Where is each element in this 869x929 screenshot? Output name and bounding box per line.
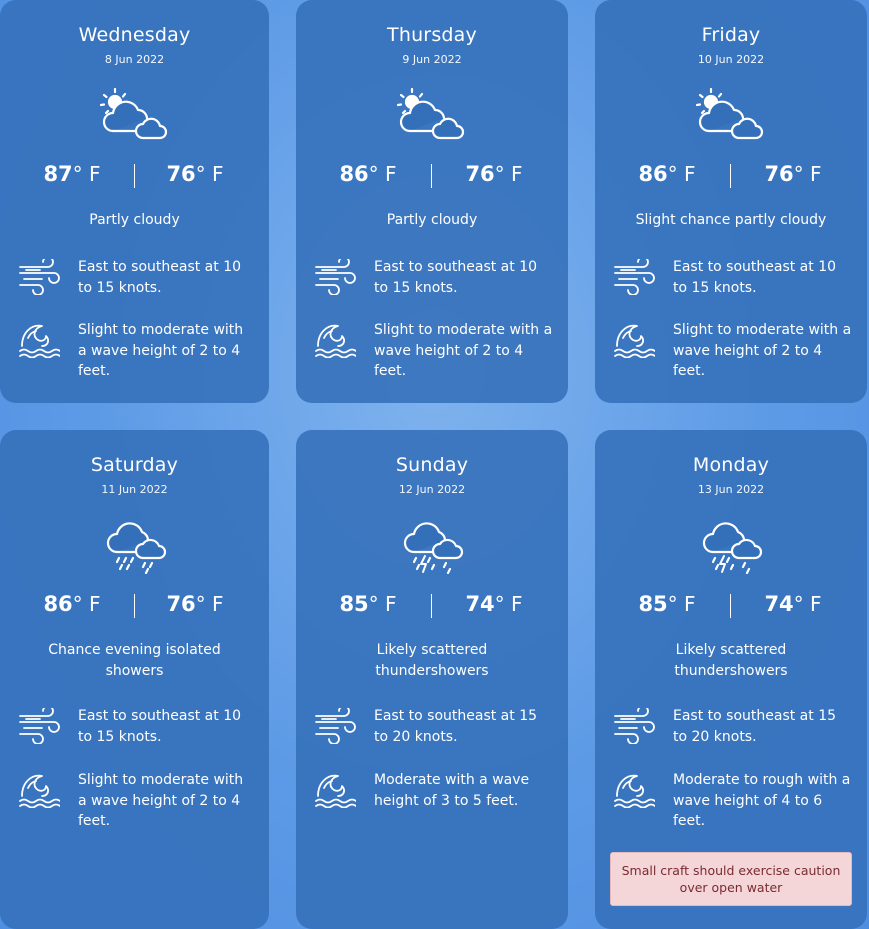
day-date: 11 Jun 2022 (101, 483, 168, 496)
temperature-row (0, 162, 269, 192)
day-date: 12 Jun 2022 (398, 483, 466, 496)
wave-icon (18, 322, 60, 358)
wind-text: East to southeast at 10 to 15 knots. (374, 259, 538, 296)
condition-text: Likely scattered thundershowers (375, 642, 489, 679)
wind-icon (613, 259, 655, 295)
day-name: Monday (692, 454, 770, 476)
wind-info (314, 257, 554, 319)
high-temperature: 86° F (339, 162, 397, 186)
wind-info (613, 257, 853, 319)
seas-info (613, 770, 853, 832)
wind-icon (18, 708, 60, 744)
seas-info (18, 320, 255, 382)
seas-info (314, 770, 554, 832)
day-name: Friday (701, 24, 761, 46)
wind-text: East to southeast at 15 to 20 knots. (673, 708, 837, 745)
temperature-row (296, 162, 568, 192)
wind-icon (18, 259, 60, 295)
small-craft-advisory: Small craft should exercise caution over open water (610, 852, 852, 906)
day-date: 13 Jun 2022 (697, 483, 765, 496)
wind-icon (613, 708, 655, 744)
seas-text: Moderate with a wave height of 3 to 5 feet. (374, 772, 530, 809)
partly-cloudy-icon (695, 86, 767, 144)
low-temperature: 76° F (465, 162, 523, 186)
seas-info (18, 770, 255, 832)
partly-cloudy-icon (396, 86, 468, 144)
condition-text: Slight chance partly cloudy (635, 212, 827, 228)
wave-icon (314, 772, 356, 808)
condition-text: Chance evening isolated showers (48, 642, 221, 679)
wind-text: East to southeast at 10 to 15 knots. (673, 259, 837, 296)
partly-cloudy-icon (99, 86, 171, 144)
forecast-card-monday (595, 430, 867, 929)
wind-info (613, 706, 853, 768)
low-temperature: 76° F (166, 162, 224, 186)
high-temperature: 86° F (638, 162, 696, 186)
forecast-card-sunday (296, 430, 568, 929)
high-temperature: 85° F (638, 592, 696, 616)
wind-text: East to southeast at 10 to 15 knots. (78, 708, 242, 745)
wind-text: East to southeast at 10 to 15 knots. (78, 259, 242, 296)
low-temperature: 76° F (166, 592, 224, 616)
day-name: Thursday (387, 24, 477, 46)
day-date: 10 Jun 2022 (697, 53, 765, 66)
wind-info (18, 257, 255, 319)
day-name: Sunday (395, 454, 469, 476)
temperature-divider (431, 594, 432, 618)
seas-text: Slight to moderate with a wave height of 2 to 4 feet. (78, 772, 244, 829)
low-temperature: 74° F (764, 592, 822, 616)
forecast-card-wednesday (0, 0, 269, 403)
seas-info (314, 320, 554, 382)
temperature-row (595, 162, 867, 192)
high-temperature: 87° F (43, 162, 101, 186)
high-temperature: 85° F (339, 592, 397, 616)
seas-text: Slight to moderate with a wave height of 2 to 4 feet. (673, 322, 852, 379)
low-temperature: 74° F (465, 592, 523, 616)
wind-info (18, 706, 255, 768)
high-temperature: 86° F (43, 592, 101, 616)
wind-text: East to southeast at 15 to 20 knots. (374, 708, 538, 745)
condition-text: Likely scattered thundershowers (674, 642, 788, 679)
day-name: Saturday (90, 454, 179, 476)
seas-text: Slight to moderate with a wave height of 2 to 4 feet. (374, 322, 553, 379)
temperature-row (0, 592, 269, 622)
temperature-row (595, 592, 867, 622)
day-date: 8 Jun 2022 (104, 53, 165, 66)
wind-info (314, 706, 554, 768)
day-date: 9 Jun 2022 (402, 53, 462, 66)
wave-icon (314, 322, 356, 358)
forecast-card-saturday (0, 430, 269, 929)
day-name: Wednesday (78, 24, 191, 46)
forecast-card-friday (595, 0, 867, 403)
wind-icon (314, 708, 356, 744)
condition-text: Partly cloudy (386, 212, 478, 228)
temperature-divider (730, 594, 731, 618)
wave-icon (18, 772, 60, 808)
rain-showers-icon (99, 516, 171, 574)
thundershowers-icon (396, 516, 468, 574)
seas-text: Moderate to rough with a wave height of 4 to 6 feet. (673, 772, 851, 829)
seas-text: Slight to moderate with a wave height of 2 to 4 feet. (78, 322, 244, 379)
wave-icon (613, 772, 655, 808)
condition-text: Partly cloudy (89, 212, 180, 228)
wave-icon (613, 322, 655, 358)
temperature-row (296, 592, 568, 622)
temperature-divider (730, 164, 731, 188)
wind-icon (314, 259, 356, 295)
thundershowers-icon (695, 516, 767, 574)
seas-info (613, 320, 853, 382)
forecast-card-thursday (296, 0, 568, 403)
temperature-divider (431, 164, 432, 188)
low-temperature: 76° F (764, 162, 822, 186)
